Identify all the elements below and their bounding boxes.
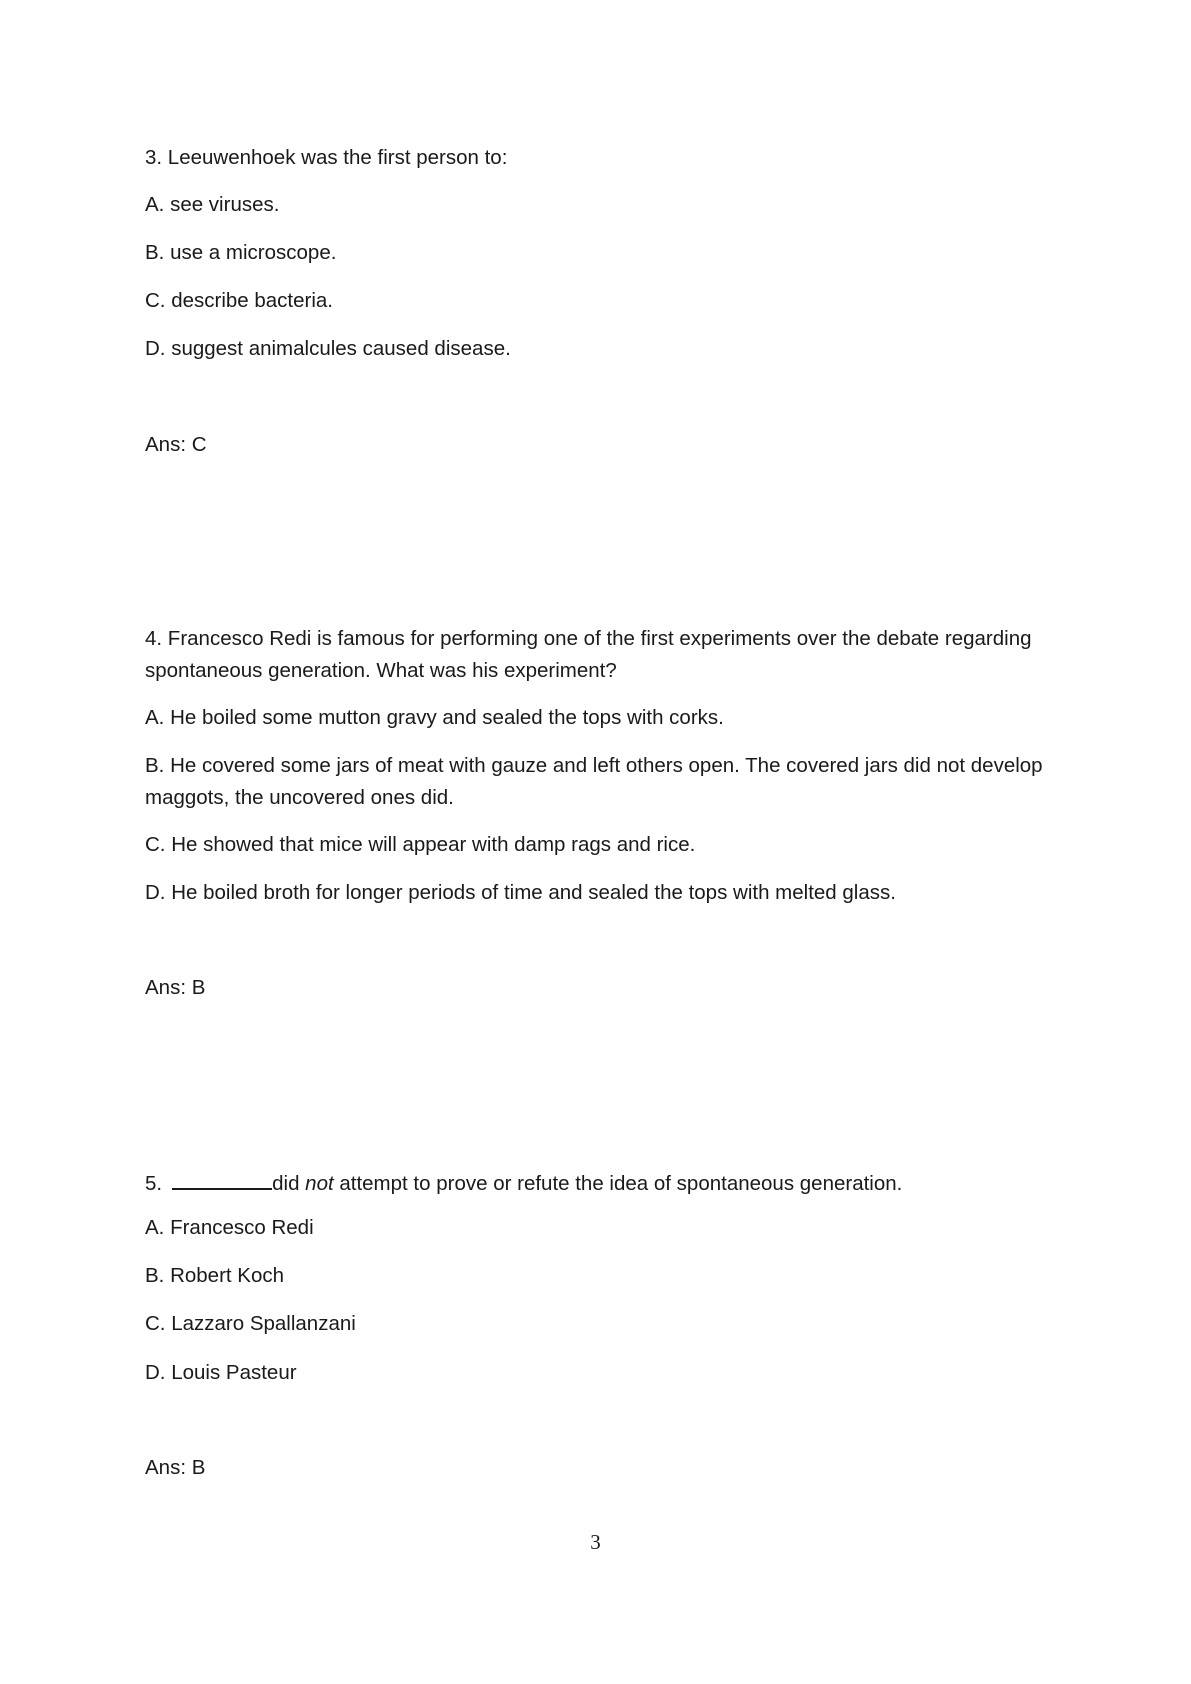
q5-blank bbox=[172, 1168, 272, 1190]
q5-number: 5. bbox=[145, 1172, 163, 1195]
page-number: 3 bbox=[590, 1530, 601, 1554]
q5-option-b: B. Robert Koch bbox=[145, 1264, 285, 1287]
q4-option-d: D. He boiled broth for longer periods of time and sealed the tops with melted glass. bbox=[145, 881, 896, 904]
q3-option-b: B. use a microscope. bbox=[145, 241, 337, 264]
q5-answer: Ans: B bbox=[145, 1456, 206, 1479]
q4-answer: Ans: B bbox=[145, 976, 206, 999]
q3-option-d: D. suggest animalcules caused disease. bbox=[145, 337, 511, 360]
q5-stem-before: did bbox=[272, 1172, 306, 1195]
q4-option-a: A. He boiled some mutton gravy and sealed the tops with corks. bbox=[145, 706, 724, 729]
q3-option-a: A. see viruses. bbox=[145, 193, 280, 216]
q3-answer: Ans: C bbox=[145, 433, 207, 456]
q5-option-a: A. Francesco Redi bbox=[145, 1216, 314, 1239]
q4-stem: 4. Francesco Redi is famous for performing one of the first experiments over the debate regarding spontaneous generation. What was his experiment? bbox=[145, 627, 1032, 682]
q4-option-b: B. He covered some jars of meat with gauze and left others open. The covered jars did not develop maggots, the uncovered ones did. bbox=[145, 754, 1043, 809]
q3-stem: 3. Leeuwenhoek was the first person to: bbox=[145, 146, 508, 169]
q5-stem bbox=[145, 1168, 902, 1197]
q5-option-d: D. Louis Pasteur bbox=[145, 1361, 297, 1384]
q5-stem-after: attempt to prove or refute the idea of spontaneous generation. bbox=[333, 1172, 903, 1195]
q3-option-c: C. describe bacteria. bbox=[145, 289, 334, 312]
q5-option-c: C. Lazzaro Spallanzani bbox=[145, 1312, 356, 1335]
q5-stem-italic: not bbox=[305, 1172, 334, 1195]
q4-option-c: C. He showed that mice will appear with damp rags and rice. bbox=[145, 833, 696, 856]
